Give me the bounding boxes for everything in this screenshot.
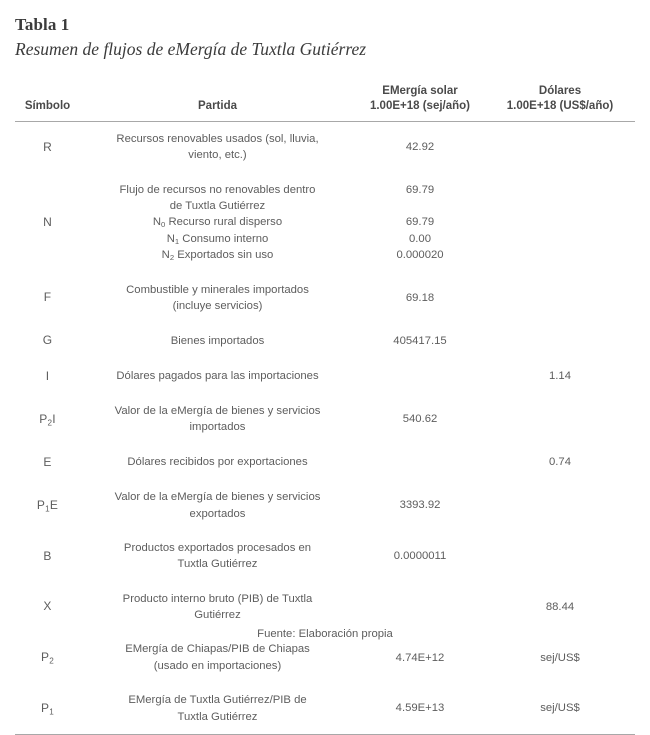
cell-emergia-solar	[355, 531, 485, 582]
cell-emergia-solar	[355, 121, 485, 172]
cell-line: Flujo de recursos no renovables dentro	[119, 183, 316, 196]
table-header-row	[15, 84, 635, 122]
cell-dolares	[485, 394, 635, 445]
cell-line: 69.79	[405, 216, 435, 229]
cell-emergia-solar	[355, 323, 485, 358]
cell-line: 0.74	[549, 456, 571, 469]
cell-emergia-solar	[355, 173, 485, 273]
cell-partida	[80, 480, 355, 531]
column-header-partida-line1: Partida	[198, 100, 237, 113]
cell-line: Productos exportados procesados en	[123, 541, 312, 554]
cell-dolares	[485, 632, 635, 683]
cell-line: Producto interno bruto (PIB) de Tuxtla	[122, 592, 313, 605]
cell-line: Gutiérrez	[194, 609, 241, 622]
cell-partida	[80, 683, 355, 734]
table-row	[15, 683, 635, 734]
cell-line: $N_1$ Consumo interno	[166, 232, 269, 246]
cell-dolares	[485, 273, 635, 324]
cell-line: Tuxtla Gutiérrez	[177, 558, 258, 571]
cell-line: 69.79	[405, 183, 435, 196]
cell-simbolo: B	[43, 548, 52, 563]
table-row	[15, 323, 635, 358]
cell-emergia-solar	[355, 683, 485, 734]
table-row	[15, 173, 635, 273]
cell-line: exportados	[189, 507, 246, 520]
cell-dolares	[485, 582, 635, 633]
cell-line: Bienes importados	[170, 334, 265, 347]
cell-line: sej/US$	[540, 702, 580, 715]
cell-partida	[80, 582, 355, 633]
cell-line: 0.00	[409, 232, 431, 245]
cell-simbolo: I	[45, 368, 50, 383]
cell-line: EMergía de Chiapas/PIB de Chiapas	[125, 643, 310, 656]
cell-dolares	[485, 445, 635, 480]
table-number-label: Tabla 1	[15, 15, 70, 34]
cell-line: 69.18	[405, 291, 435, 304]
cell-line: 88.44	[545, 600, 575, 613]
cell-line: 1.14	[549, 370, 571, 383]
cell-simbolo: $P_1E$	[36, 497, 59, 514]
cell-emergia-solar	[355, 359, 485, 394]
cell-emergia-solar	[355, 582, 485, 633]
cell-line: 405417.15	[393, 334, 447, 347]
cell-simbolo: E	[43, 454, 52, 469]
table-title-block	[15, 0, 635, 62]
column-header-emergia-solar-line1: EMergía solar	[382, 84, 458, 97]
cell-partida	[80, 394, 355, 445]
cell-simbolo: $P_2$	[41, 650, 54, 666]
cell-dolares	[485, 173, 635, 273]
cell-line: $N_0$ Recurso rural disperso	[152, 216, 283, 230]
cell-partida	[80, 273, 355, 324]
cell-partida	[80, 632, 355, 683]
cell-emergia-solar	[355, 273, 485, 324]
table-row	[15, 480, 635, 531]
cell-line: (usado en importaciones)	[153, 659, 282, 672]
source-note: Fuente: Elaboración propia	[257, 628, 393, 640]
cell-line: 3393.92	[399, 499, 441, 512]
column-header-dolares	[485, 84, 635, 122]
cell-line: importados	[189, 421, 246, 434]
table-row	[15, 582, 635, 633]
cell-line: sej/US$	[540, 651, 580, 664]
cell-simbolo: $P_1$	[15, 683, 80, 734]
cell-emergia-solar	[355, 480, 485, 531]
cell-emergia-solar	[355, 445, 485, 480]
column-header-simbolo-line1: Símbolo	[24, 100, 71, 113]
column-header-emergia-solar	[355, 84, 485, 122]
cell-simbolo: $P_2I$	[39, 411, 56, 428]
cell-emergia-solar	[355, 394, 485, 445]
cell-line: Recursos renovables usados (sol, lluvia,	[116, 132, 319, 145]
table-header	[15, 84, 635, 122]
column-header-simbolo	[15, 84, 80, 122]
table-caption: Resumen de flujos de eMergía de Tuxtla Gutiérrez	[15, 39, 367, 60]
cell-dolares	[485, 480, 635, 531]
cell-line: Tuxtla Gutiérrez	[177, 710, 258, 723]
cell-line: 4.74E+12	[395, 651, 445, 664]
cell-dolares	[485, 683, 635, 734]
cell-line: 0.0000011	[393, 550, 447, 563]
table-row	[15, 121, 635, 172]
cell-line: EMergía de Tuxtla Gutiérrez/PIB de	[128, 694, 307, 707]
cell-partida	[80, 121, 355, 172]
cell-line: viento, etc.)	[188, 149, 247, 162]
cell-line: 0.000020	[396, 249, 444, 262]
cell-partida	[80, 323, 355, 358]
column-header-emergia-solar-line2: 1.00E+18 (sej/año)	[369, 100, 471, 113]
cell-line: Valor de la eMergía de bienes y servicios	[114, 491, 321, 504]
table-row	[15, 531, 635, 582]
cell-line: Combustible y minerales importados	[126, 283, 309, 296]
cell-line: (incluye servicios)	[172, 299, 263, 312]
cell-simbolo: X	[43, 599, 52, 614]
cell-partida	[80, 173, 355, 273]
cell-line: $N_2$ Exportados sin uso	[161, 249, 274, 263]
cell-dolares	[485, 359, 635, 394]
cell-partida	[80, 531, 355, 582]
cell-line: de Tuxtla Gutiérrez	[169, 200, 266, 213]
column-header-partida	[80, 84, 355, 122]
cell-partida	[80, 445, 355, 480]
table-row	[15, 445, 635, 480]
cell-dolares	[485, 323, 635, 358]
column-header-dolares-line2: 1.00E+18 (US$/año)	[506, 100, 614, 113]
table-body	[15, 121, 635, 734]
column-header-dolares-line1: Dólares	[538, 84, 582, 97]
cell-simbolo: G	[42, 333, 53, 348]
cell-emergia-solar	[355, 632, 485, 683]
cell-dolares	[485, 121, 635, 172]
cell-simbolo: R	[43, 139, 52, 154]
cell-line: 540.62	[402, 413, 438, 426]
cell-line: 42.92	[405, 141, 435, 154]
cell-simbolo: F	[43, 290, 52, 305]
table-row	[15, 632, 635, 683]
table-row	[15, 359, 635, 394]
cell-dolares	[485, 531, 635, 582]
cell-line: Valor de la eMergía de bienes y servicios	[114, 405, 321, 418]
cell-line: 4.59E+13	[395, 702, 445, 715]
table-row	[15, 273, 635, 324]
cell-partida	[80, 359, 355, 394]
cell-line: Dólares recibidos por exportaciones	[127, 456, 308, 469]
table-row	[15, 394, 635, 445]
cell-line: Dólares pagados para las importaciones	[116, 370, 319, 383]
cell-simbolo: N	[43, 214, 52, 229]
